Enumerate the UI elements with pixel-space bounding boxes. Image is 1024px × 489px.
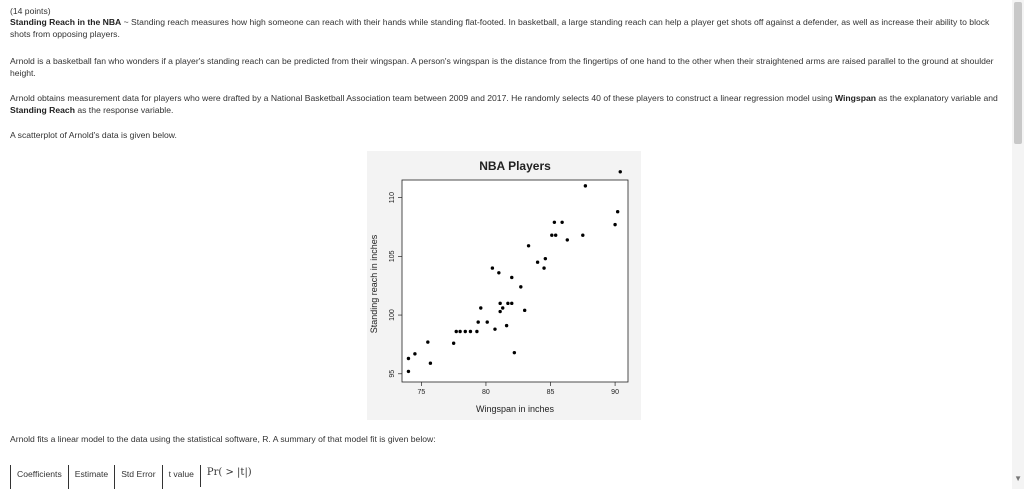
data-point [501,306,504,309]
data-point [497,271,500,274]
data-point [407,357,410,360]
header-coefficients: Coefficients [10,465,68,489]
question-title: Standing Reach in the NBA [10,17,122,27]
data-point [506,302,509,305]
wingspan-paragraph: Arnold is a basketball fan who wonders if a player's standing reach can be predicted from their wingspan. A person's wingspan is the distance from the fingertips of one hand to the other when their straightened arms are raised parallel to the ground at shoulder height. [10,56,994,78]
data-point [510,302,513,305]
y-tick-label: 105 [389,250,396,263]
data-point [550,233,553,236]
data-point [498,302,501,305]
data-point [619,170,622,173]
chart-title: NBA Players [479,159,551,173]
scatterplot-panel [367,151,641,420]
intro-paragraph [10,16,1005,40]
data-point [486,320,489,323]
x-tick-label: 85 [546,389,555,396]
scroll-down-icon[interactable]: ▼ [1014,474,1022,483]
data-point [429,362,432,365]
y-tick-label: 110 [389,192,396,204]
intro-text: Standing reach measures how high someone can reach with their hands while standing flat-footed. In basketball, a large standing reach can help a player get shots off against a defender, as well as increase their ability to block shots from opposing players. [10,17,990,39]
data-point [491,266,494,269]
data-point [542,266,545,269]
x-tick-label: 80 [482,389,490,396]
y-axis-label: Standing reach in inches [369,234,379,334]
data-point [584,184,587,187]
data-point [560,221,563,224]
scrollbar-track[interactable] [1012,0,1024,489]
p3-bold-standing-reach: Standing Reach [10,105,75,115]
data-point [407,370,410,373]
data-point [505,324,508,327]
data-point [554,233,557,236]
data-point [413,352,416,355]
data-point [616,210,619,213]
data-point [452,342,455,345]
data-point [566,238,569,241]
header-p-value: Pr( > |t|) [200,465,258,487]
data-point [469,330,472,333]
data-point [536,261,539,264]
data-point [513,351,516,354]
p3-text-e: as the response variable. [74,105,174,115]
data-point [581,233,584,236]
data-paragraph [10,92,1005,116]
x-tick-label: 75 [417,389,426,396]
scrollbar-thumb[interactable] [1014,2,1022,144]
data-point [544,257,547,260]
title-separator: ~ [121,17,132,27]
points-label: (14 points) [10,6,51,16]
data-point [510,276,513,279]
data-point [455,330,458,333]
header-t-value: t value [162,465,200,489]
x-axis-label: Wingspan in inches [475,404,555,414]
scatterplot-chart [367,151,641,420]
data-point [498,310,501,313]
data-point [479,306,482,309]
y-tick-label: 95 [389,369,396,378]
data-point [553,221,556,224]
scatterplot-intro: A scatterplot of Arnold's data is given below. [10,130,177,140]
p3-text-a: Arnold obtains measurement data for players who were drafted by a National Basketball Association team between 2009 and 2017. He randomly selects 40 of these players to construct a linear regression model using [10,93,835,103]
data-point [493,327,496,330]
coefficients-table-header [10,465,258,489]
data-point [475,330,478,333]
p3-bold-wingspan: Wingspan [835,93,876,103]
p3-text-c: as the explanatory variable and [875,93,998,103]
x-tick-label: 90 [611,389,619,396]
model-summary-intro: Arnold fits a linear model to the data using the statistical software, R. A summary of that model fit is given below: [10,434,436,444]
data-point [426,340,429,343]
data-point [613,223,616,226]
header-estimate: Estimate [68,465,114,489]
y-tick-label: 100 [389,309,396,321]
data-point [527,244,530,247]
data-point [464,330,467,333]
data-point [458,330,461,333]
header-std-error: Std Error [114,465,161,489]
data-point [523,309,526,312]
data-point [476,320,479,323]
data-point [519,285,522,288]
